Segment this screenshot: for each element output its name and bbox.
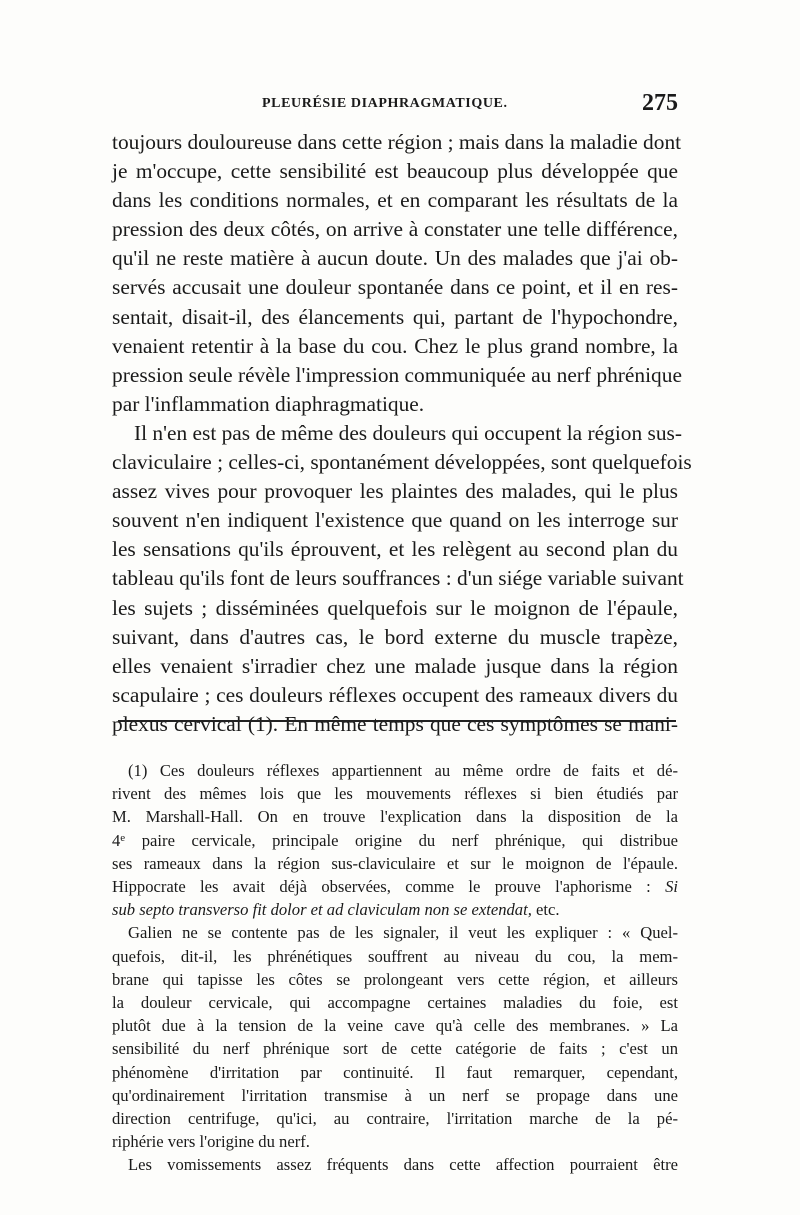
ordinal-superscript: e	[120, 831, 126, 844]
text-line: suivant, dans d'autres cas, le bord externe du muscle trapèze,	[112, 624, 678, 649]
footnote	[112, 759, 678, 1177]
text-line: venaient retentir à la base du cou. Chez le plus grand nombre, la	[112, 333, 678, 358]
footnote-line: la douleur cervicale, qui accompagne certaines maladies du foie, est	[112, 993, 678, 1013]
footnote-line: direction centrifuge, qu'ici, au contraire, l'irritation marche de la pé-	[112, 1109, 678, 1129]
footnote-line: quefois, dit-il, les phrénétiques souffrent au niveau du cou, la mem-	[112, 946, 678, 966]
footnote-line: plutôt due à la tension de la veine cave qu'à celle des membranes. » La	[112, 1016, 678, 1036]
text-line: je m'occupe, cette sensibilité est beaucoup plus développée que	[112, 159, 678, 184]
latin-quote: sub septo transverso fit dolor et ad claviculam non se extendat,	[112, 900, 532, 920]
text-line: claviculaire ; celles-ci, spontanément développées, sont quelquefois	[112, 450, 692, 475]
text-line: assez vives pour provoquer les plaintes des malades, qui le plus	[112, 479, 678, 504]
text-line: les sujets ; disséminées quelquefois sur le moignon de l'épaule,	[112, 595, 678, 620]
text-line: Il n'en est pas de même des douleurs qui occupent la région sus-	[134, 420, 682, 445]
footnote-line	[112, 829, 678, 852]
footnote-line: qu'ordinairement l'irritation transmise à un nerf se propage dans une	[112, 1085, 678, 1105]
footnote-line: phénomène d'irritation par continuité. Il faut remarquer, cependant,	[112, 1062, 678, 1082]
page-number: 275	[642, 90, 678, 116]
footnote-line: sensibilité du nerf phrénique sort de cette catégorie de faits ; c'est un	[112, 1039, 678, 1059]
text-line: pression des deux côtés, on arrive à constater une telle différence,	[112, 217, 678, 242]
footnote-line-text: Hippocrate les avait déjà observées, comme le prouve l'aphorisme :	[112, 877, 666, 897]
text-line: scapulaire ; ces douleurs réflexes occupent des rameaux divers du	[112, 682, 678, 707]
text-line: qu'il ne reste matière à aucun doute. Un des malades que j'ai ob-	[112, 246, 678, 271]
latin-quote: Si	[665, 877, 678, 897]
footnote-line: Les vomissements assez fréquents dans cette affection pourraient être	[128, 1155, 678, 1175]
running-head	[112, 90, 678, 120]
footnote-line: riphérie vers l'origine du nerf.	[112, 1132, 310, 1152]
footnote-line	[112, 898, 678, 921]
footnote-line: ses rameaux dans la région sus-claviculaire et sur le moignon de l'épaule.	[112, 853, 678, 873]
footnote-rule	[118, 720, 676, 722]
text-line: servés accusait une douleur spontanée dans ce point, et il en res-	[112, 275, 678, 300]
ordinal-number: 4	[112, 830, 121, 850]
footnote-line: rivent des mêmes lois que les mouvements réflexes si bien étudiés par	[112, 784, 678, 804]
text-line: les sensations qu'ils éprouvent, et les relègent au second plan du	[112, 537, 678, 562]
text-line: elles venaient s'irradier chez une malade jusque dans la région	[112, 653, 678, 678]
text-line: pression seule révèle l'impression communiquée au nerf phrénique	[112, 362, 682, 387]
footnote-line: (1) Ces douleurs réflexes appartiennent au même ordre de faits et dé-	[128, 761, 678, 780]
footnote-line: brane qui tapisse les côtes se prolongeant vers cette région, et ailleurs	[112, 969, 678, 989]
main-text	[112, 128, 692, 739]
footnote-line: Galien ne se contente pas de les signaler, il veut les expliquer : « Quel-	[128, 923, 678, 943]
footnote-line: M. Marshall-Hall. On en trouve l'explication dans la disposition de la	[112, 807, 678, 827]
text-line: sentait, disait-il, des élancements qui, partant de l'hypochondre,	[112, 304, 678, 329]
text-line: tableau qu'ils font de leurs souffrances : d'un siége variable suivant	[112, 566, 684, 591]
footnote-line	[112, 875, 678, 898]
footnote-line-text: paire cervicale, principale origine du nerf phrénique, qui distribue	[125, 830, 678, 850]
text-line: toujours douloureuse dans cette région ; mais dans la maladie dont	[112, 130, 682, 154]
text-line: par l'inflammation diaphragmatique.	[112, 391, 425, 416]
text-line: souvent n'en indiquent l'existence que quand on les interroge sur	[112, 508, 678, 533]
running-title: PLEURÉSIE DIAPHRAGMATIQUE.	[262, 96, 508, 111]
text-line: plexus cervical (1). En même temps que ces symptômes se mani-	[112, 711, 678, 736]
text-line: dans les conditions normales, et en comparant les résultats de la	[112, 188, 678, 213]
footnote-line-text: etc.	[531, 900, 560, 920]
